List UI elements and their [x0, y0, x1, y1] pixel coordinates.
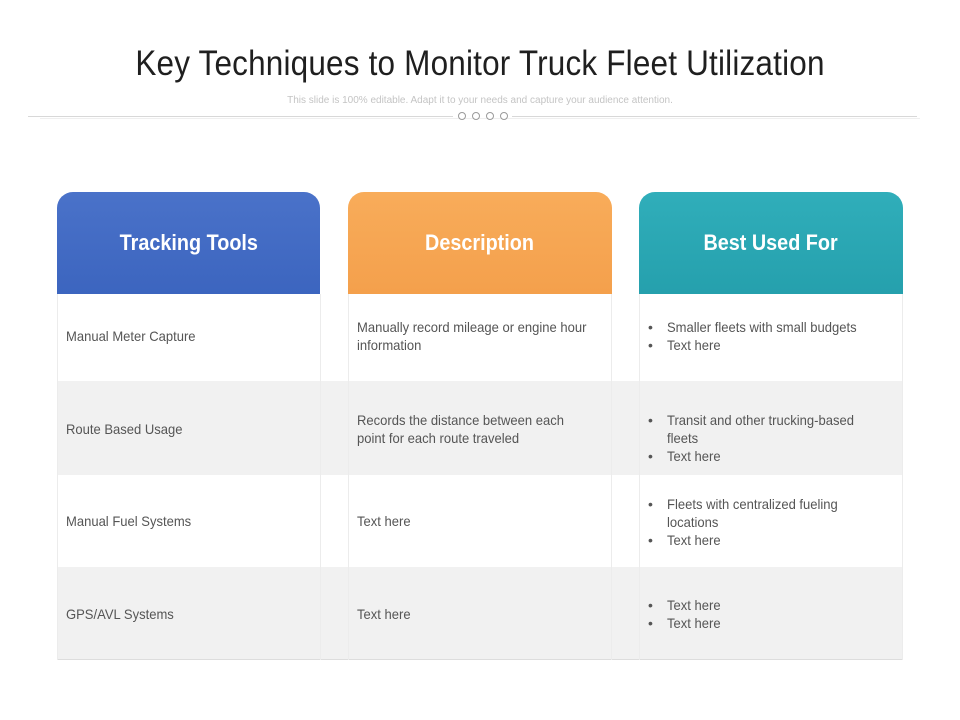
best-used-cell — [648, 495, 878, 549]
best-used-cell — [648, 411, 903, 465]
bullet-item: • Text here — [648, 447, 903, 465]
dot-icon — [500, 112, 508, 120]
tool-cell: GPS/AVL Systems — [66, 606, 174, 622]
bullet-item: • Text here — [648, 336, 903, 354]
bullet-item: • Smaller fleets with small budgets — [648, 318, 903, 336]
column-border — [611, 294, 612, 660]
tool-cell: Manual Fuel Systems — [66, 513, 192, 529]
dot-icon — [458, 112, 466, 120]
divider-line-right — [512, 116, 917, 117]
column-border — [57, 294, 58, 660]
best-used-cell — [648, 318, 903, 354]
header-description: Description — [348, 192, 612, 294]
description-cell: Manually record mileage or engine hour information — [357, 319, 587, 353]
header-tracking-tools: Tracking Tools — [57, 192, 320, 294]
slide-title: Key Techniques to Monitor Truck Fleet Utilization — [135, 44, 825, 83]
best-used-cell — [648, 596, 903, 632]
column-border — [348, 294, 349, 660]
column-border — [639, 294, 640, 660]
description-cell: Text here — [357, 513, 411, 529]
bullet-item: • Text here — [648, 614, 903, 632]
slide-subtitle: This slide is 100% editable. Adapt it to your needs and capture your audience attention. — [287, 95, 673, 106]
column-border — [320, 294, 321, 660]
dot-icon — [472, 112, 480, 120]
bullet-item: • Fleets with centralized fueling locations — [648, 495, 878, 531]
dot-icon — [486, 112, 494, 120]
divider-dots — [458, 112, 508, 120]
table-bottom-border — [57, 659, 903, 660]
bullet-item: • Text here — [648, 531, 878, 549]
header-best-used-for: Best Used For — [639, 192, 903, 294]
bullet-item: • Text here — [648, 596, 903, 614]
tool-cell: Route Based Usage — [66, 421, 183, 437]
description-cell: Text here — [357, 606, 411, 622]
bullet-item: • Transit and other trucking-based fleets — [648, 411, 903, 447]
description-cell: Records the distance between each point for each route traveled — [357, 412, 565, 446]
divider-line-left — [28, 116, 453, 117]
tool-cell: Manual Meter Capture — [66, 328, 196, 344]
